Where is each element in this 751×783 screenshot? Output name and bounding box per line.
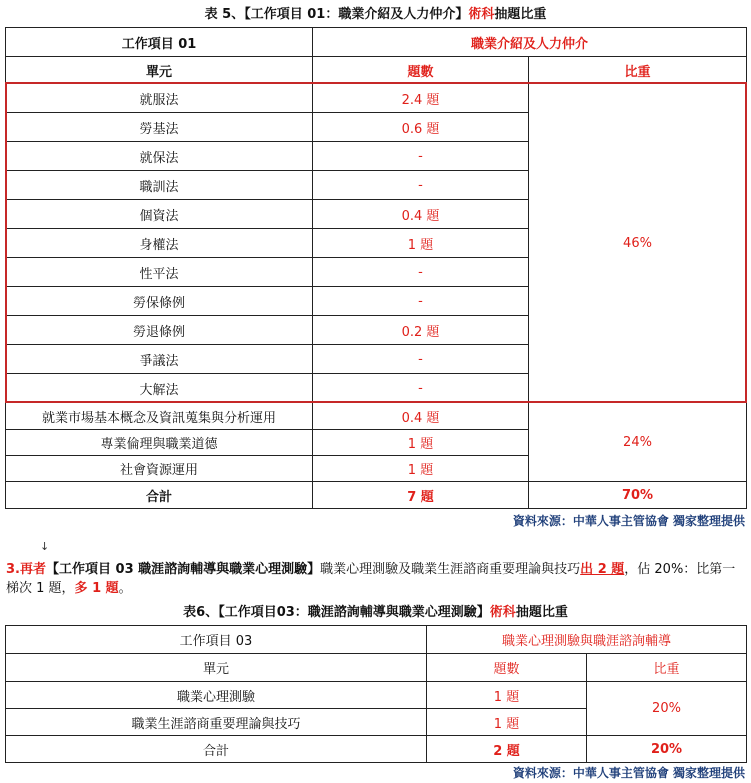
table6-header-unit: 單元 (6, 654, 427, 682)
count-cell: - (313, 345, 529, 374)
table5-total-row (6, 482, 747, 509)
table5-header-category: 職業介紹及人力仲介 (313, 28, 747, 57)
count-cell: - (313, 142, 529, 171)
table5-header-count: 題數 (313, 57, 529, 84)
table6-header-category: 職業心理測驗與職涯諮詢輔導 (427, 626, 747, 654)
unit-cell: 職業生涯諮商重要理論與技巧 (6, 709, 427, 736)
total-count-cell: 2 題 (427, 736, 587, 763)
total-ratio-cell: 20% (587, 736, 747, 763)
paragraph-body: 職業心理測驗及職業生涯諮商重要理論與技巧 (320, 562, 581, 577)
table6-header-ratio: 比重 (587, 654, 747, 682)
table6-header-count: 題數 (427, 654, 587, 682)
unit-cell: 就保法 (6, 142, 313, 171)
count-cell: 0.4 題 (313, 200, 529, 229)
paragraph-line2-emph: 多 1 題 (74, 581, 119, 596)
count-cell: - (313, 374, 529, 403)
group1-ratio-cell: 46% (529, 84, 747, 403)
total-ratio-cell: 70% (529, 482, 747, 509)
table6-group-ratio-cell: 20% (587, 682, 747, 736)
table6-source: 資料來源：中華人事主管協會 獨家整理提供 (512, 766, 745, 780)
count-cell: 1 題 (313, 456, 529, 482)
unit-cell: 爭議法 (6, 345, 313, 374)
paragraph-line2-suffix: 。 (118, 581, 132, 596)
paragraph-line2-prefix: ，佔 20%：比第一梯次 1 題， (6, 562, 736, 596)
count-cell: 0.6 題 (313, 113, 529, 142)
total-label-cell: 合計 (6, 736, 427, 763)
count-cell: 0.2 題 (313, 316, 529, 345)
paragraph-emph: 出 2 題 (580, 562, 625, 577)
total-label-cell: 合計 (6, 482, 313, 509)
count-cell: - (313, 258, 529, 287)
count-cell: 1 題 (313, 430, 529, 456)
table6-caption (0, 604, 751, 622)
table5-caption (0, 6, 751, 24)
table6-header-row2 (6, 654, 747, 682)
unit-cell: 身權法 (6, 229, 313, 258)
unit-cell: 個資法 (6, 200, 313, 229)
table6-header-row1 (6, 626, 747, 654)
table6-header-work-item: 工作項目 03 (6, 626, 427, 654)
table-row (6, 84, 747, 113)
table6-total-row (6, 736, 747, 763)
count-cell: 1 題 (427, 709, 587, 736)
paragraph-number: 3. (6, 562, 20, 577)
paragraph-lead: 再者 (19, 562, 46, 577)
table6-caption-suffix: 抽題比重 (515, 605, 568, 620)
unit-cell: 職訓法 (6, 171, 313, 200)
paragraph-3 (6, 560, 746, 598)
table-row (6, 403, 747, 430)
table5-caption-prefix: 表 5、【工作項目 01：職業介紹及人力仲介】 (204, 7, 469, 22)
table5-header-work-item: 工作項目 01 (6, 28, 313, 57)
group2-ratio-cell: 24% (529, 403, 747, 482)
table5-header-row1 (6, 28, 747, 57)
table5-header-ratio: 比重 (529, 57, 747, 84)
table6 (5, 625, 747, 763)
unit-cell: 社會資源運用 (6, 456, 313, 482)
unit-cell: 就業市場基本概念及資訊蒐集與分析運用 (6, 403, 313, 430)
table5-caption-red: 術科 (468, 7, 495, 22)
unit-cell: 就服法 (6, 84, 313, 113)
table5-header-row2 (6, 57, 747, 84)
unit-cell: 大解法 (6, 374, 313, 403)
table6-caption-prefix: 表6、【工作項目03：職涯諮詢輔導與職業心理測驗】 (183, 605, 490, 620)
table-row (6, 682, 747, 709)
paragraph-arrow-icon: ↓ (40, 540, 50, 553)
table5-source: 資料來源：中華人事主管協會 獨家整理提供 (512, 514, 745, 528)
table5-header-unit: 單元 (6, 57, 313, 84)
table5-caption-suffix: 抽題比重 (494, 7, 547, 22)
table5 (5, 27, 747, 509)
unit-cell: 勞基法 (6, 113, 313, 142)
count-cell: - (313, 287, 529, 316)
count-cell: - (313, 171, 529, 200)
table6-caption-red: 術科 (489, 605, 516, 620)
count-cell: 1 題 (427, 682, 587, 709)
unit-cell: 勞退條例 (6, 316, 313, 345)
unit-cell: 職業心理測驗 (6, 682, 427, 709)
unit-cell: 專業倫理與職業道德 (6, 430, 313, 456)
paragraph-bracket: 【工作項目 03 職涯諮詢輔導與職業心理測驗】 (46, 562, 321, 577)
count-cell: 2.4 題 (313, 84, 529, 113)
unit-cell: 性平法 (6, 258, 313, 287)
unit-cell: 勞保條例 (6, 287, 313, 316)
count-cell: 1 題 (313, 229, 529, 258)
total-count-cell: 7 題 (313, 482, 529, 509)
count-cell: 0.4 題 (313, 403, 529, 430)
